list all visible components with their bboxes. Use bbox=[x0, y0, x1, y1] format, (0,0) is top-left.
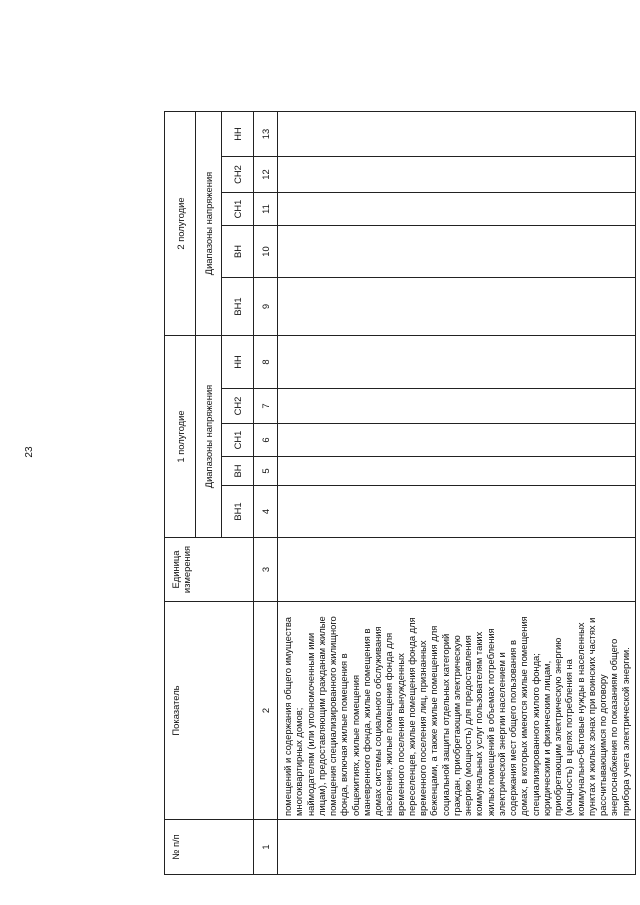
indicator-line: помещения специализированного жилищного bbox=[327, 616, 338, 816]
indicator-line: электрической энергии населением и bbox=[495, 652, 507, 816]
col-header-sn1: СН1 bbox=[222, 424, 254, 457]
indicator-line: маневренного фонда, жилые помещения в bbox=[360, 628, 372, 816]
indicator-line: переселенцев, жилые помещения фонда для bbox=[405, 617, 417, 816]
col-number: 11 bbox=[254, 193, 278, 226]
row-cell bbox=[278, 193, 636, 226]
indicator-line: беженцами, а также жилые помещения для bbox=[428, 625, 440, 816]
row-cell bbox=[278, 112, 636, 157]
row-num bbox=[278, 820, 636, 875]
col-number: 5 bbox=[254, 457, 278, 486]
col-number: 6 bbox=[254, 424, 278, 457]
row-cell bbox=[278, 457, 636, 486]
col-number: 1 bbox=[254, 820, 278, 875]
col-number: 13 bbox=[254, 112, 278, 157]
indicator-line: энергию (мощность) для предоставления bbox=[462, 635, 473, 816]
header-indicator: Показатель bbox=[165, 602, 254, 820]
indicator-line: приобретающим электрическую энергию bbox=[552, 637, 563, 816]
page-number: 23 bbox=[24, 446, 35, 458]
row-cell bbox=[278, 424, 636, 457]
header-num: № п/п bbox=[165, 820, 254, 875]
col-number: 3 bbox=[254, 538, 278, 602]
header-voltage-ranges-1: Диапазоны напряжения bbox=[196, 336, 222, 538]
col-number: 8 bbox=[254, 336, 278, 389]
indicator-line: (мощность) в целях потребления на bbox=[563, 659, 575, 816]
tariff-table bbox=[164, 111, 636, 875]
indicator-line: юридическим и физическим лицам, bbox=[540, 660, 552, 816]
row-unit bbox=[278, 538, 636, 602]
row-indicator-text bbox=[278, 602, 636, 820]
col-number: 2 bbox=[254, 602, 278, 820]
row-cell bbox=[278, 486, 636, 538]
row-cell bbox=[278, 336, 636, 389]
indicator-line: фонда, включая жилые помещения в bbox=[338, 653, 350, 816]
row-cell bbox=[278, 389, 636, 424]
indicator-line: общежитиях, жилые помещения bbox=[349, 674, 361, 816]
indicator-line: пунктах и жилых зонах при воинских частях и bbox=[585, 617, 597, 816]
indicator-line: временного поселения лиц, признанных bbox=[417, 640, 428, 816]
indicator-line: населения, жилые помещения фонда для bbox=[383, 632, 395, 816]
rotated-table-container bbox=[164, 30, 634, 875]
indicator-line: содержания мест общего пользования в bbox=[507, 640, 518, 816]
header-unit: Единица измерения bbox=[165, 538, 254, 602]
col-number: 12 bbox=[254, 157, 278, 193]
header-voltage-ranges-2: Диапазоны напряжения bbox=[196, 112, 222, 336]
col-header-nn: НН bbox=[222, 112, 254, 157]
indicator-line: домах, в которых имеются жилые помещения bbox=[518, 616, 530, 816]
col-header-vn: ВН bbox=[222, 457, 254, 486]
indicator-line: многоквартирных домов; bbox=[293, 707, 305, 816]
col-number: 7 bbox=[254, 389, 278, 424]
header-half-year-1: 1 полугодие bbox=[165, 336, 196, 538]
indicator-line: временного поселения вынужденных bbox=[394, 653, 406, 816]
row-cell bbox=[278, 278, 636, 336]
indicator-line: коммунальных услуг пользователям таких bbox=[473, 631, 485, 816]
indicator-line: наймодателям (или уполномоченным ими bbox=[304, 632, 316, 816]
col-header-vn1: ВН1 bbox=[222, 486, 254, 538]
indicator-line: коммунально-бытовые нужды в населенных bbox=[574, 622, 586, 816]
col-header-sn2: СН2 bbox=[222, 389, 254, 424]
indicator-line: граждан, приобретающим электрическую bbox=[450, 635, 462, 816]
indicator-line: энергоснабжения по показаниям общего bbox=[608, 638, 620, 816]
col-number: 9 bbox=[254, 278, 278, 336]
indicator-line: жилых помещений в объемах потребления bbox=[484, 628, 496, 816]
col-header-sn1: СН1 bbox=[222, 193, 254, 226]
indicator-line: прибора учета электрической энергии. bbox=[619, 647, 631, 816]
col-header-vn1: ВН1 bbox=[222, 278, 254, 336]
indicator-line: социальной защиты отдельных категорий bbox=[439, 633, 451, 816]
row-cell bbox=[278, 157, 636, 193]
indicator-line: рассчитывающимся по договору bbox=[597, 674, 608, 816]
col-number: 10 bbox=[254, 226, 278, 278]
indicator-line: специализированного жилого фонда; bbox=[529, 653, 541, 816]
indicator-line: помещений и содержания общего имущества bbox=[282, 617, 293, 816]
col-header-vn: ВН bbox=[222, 226, 254, 278]
col-header-nn: НН bbox=[222, 336, 254, 389]
row-cell bbox=[278, 226, 636, 278]
col-header-sn2: СН2 bbox=[222, 157, 254, 193]
indicator-line: домах системы социального обслуживания bbox=[372, 626, 383, 816]
col-number: 4 bbox=[254, 486, 278, 538]
indicator-line: лицам), предоставляющим гражданам жилые bbox=[315, 616, 327, 816]
header-half-year-2: 2 полугодие bbox=[165, 112, 196, 336]
